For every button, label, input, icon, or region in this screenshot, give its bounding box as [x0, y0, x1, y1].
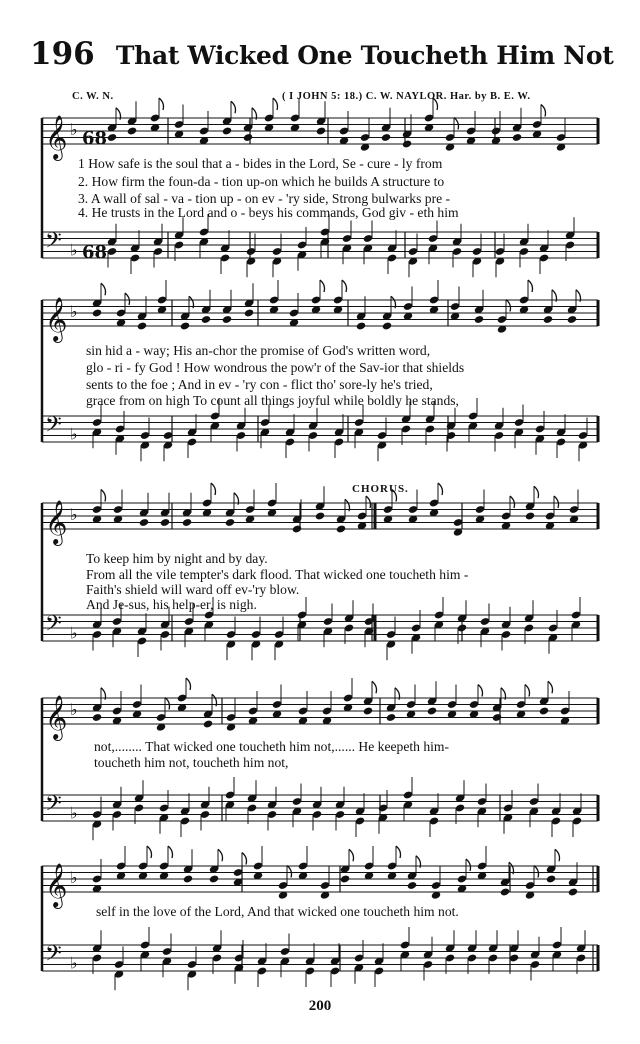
note-flag — [466, 859, 471, 871]
note-head — [492, 713, 502, 722]
note-flag — [454, 118, 459, 130]
key-signature-flat-icon: ♭ — [70, 868, 78, 887]
clef-icon: 𝄞 — [45, 115, 68, 159]
note-head — [512, 133, 522, 142]
note-head — [500, 887, 510, 896]
note-head — [180, 321, 190, 330]
note-flag — [372, 681, 377, 693]
note-flag — [349, 849, 354, 861]
note-flag — [101, 283, 106, 295]
note-flag — [125, 293, 130, 305]
note-head — [474, 315, 484, 324]
time-signature: 68 — [82, 128, 108, 149]
clef-icon: 𝄞 — [45, 297, 68, 341]
note-head — [363, 706, 373, 715]
clef-icon: 𝄞 — [45, 695, 68, 739]
chorus-label: CHORUS. — [352, 483, 409, 495]
lyric-line: To keep him by night and by day. — [86, 551, 268, 566]
note-head — [386, 713, 396, 722]
note-head — [356, 321, 366, 330]
note-head — [427, 706, 437, 715]
note-head — [525, 511, 535, 520]
key-signature-flat-icon: ♭ — [70, 120, 78, 139]
note-head — [402, 139, 412, 148]
note-flag — [554, 496, 559, 508]
clef-icon: 𝄞 — [45, 863, 68, 907]
note-flag — [218, 849, 223, 861]
key-signature-flat-icon: ♭ — [70, 700, 78, 719]
note-flag — [525, 685, 530, 697]
note-flag — [478, 685, 483, 697]
note-head — [543, 315, 553, 324]
note-head — [209, 874, 219, 883]
clef-icon: 𝄞 — [45, 500, 68, 544]
time-signature: 68 — [82, 242, 108, 263]
note-flag — [555, 849, 560, 861]
key-signature-flat-icon: ♭ — [70, 953, 78, 973]
note-head — [107, 133, 117, 142]
note-head — [316, 126, 326, 135]
note-head — [201, 315, 211, 324]
note-head — [92, 713, 102, 722]
note-head — [137, 321, 147, 330]
note-head — [381, 133, 391, 142]
note-flag — [159, 98, 164, 110]
lyric-line: And Je-sus, his help-er, is nigh. — [86, 597, 257, 612]
clef-icon: 𝄢 — [45, 941, 62, 972]
note-head — [92, 308, 102, 317]
note-head — [182, 518, 192, 527]
note-flag — [186, 678, 191, 690]
note-flag — [320, 280, 325, 292]
note-flag — [506, 300, 511, 312]
note-flag — [396, 846, 401, 858]
note-head — [139, 518, 149, 527]
credit-left: C. W. N. — [72, 91, 114, 102]
note-flag — [287, 866, 292, 878]
note-head — [292, 524, 302, 533]
page-number: 200 — [308, 998, 332, 1014]
note-flag — [101, 490, 106, 502]
note-head — [244, 308, 254, 317]
lyric-line: grace from on high To count all things joyful while boldly he stands, — [86, 393, 459, 408]
lyric-line: toucheth him not, toucheth him not, — [94, 755, 289, 770]
note-flag — [510, 496, 515, 508]
note-head — [546, 874, 556, 883]
credit-right: ( I JOHN 5: 18.) C. W. NAYLOR. Har. by B. E. W. — [282, 91, 531, 102]
note-flag — [231, 101, 236, 113]
lyric-line: sin hid a - way; His an-chor the promise of God's written word, — [86, 343, 431, 358]
key-signature-flat-icon: ♭ — [70, 803, 78, 823]
lyric-line: not,........ That wicked one toucheth him not,...... He keepeth him- — [94, 739, 449, 754]
note-head — [127, 126, 137, 135]
lyric-line: 2. How firm the foun-da - tion up-on which he builds A structure to — [78, 174, 445, 189]
note-flag — [242, 853, 247, 865]
lyric-line: From all the vile tempter's dark flood. That wicked one toucheth him - — [86, 567, 469, 582]
lyric-line: self in the love of the Lord, And that wicked one toucheth him not. — [96, 904, 459, 919]
note-flag — [342, 280, 347, 292]
hymn-title: That Wicked One Toucheth Him Not — [115, 41, 614, 70]
clef-icon: 𝄢 — [45, 791, 62, 822]
key-signature-flat-icon: ♭ — [70, 623, 78, 643]
note-flag — [366, 496, 371, 508]
note-flag — [534, 486, 539, 498]
lyric-line: Faith's shield will ward off ev-'ry blow. — [86, 582, 300, 597]
note-head — [222, 126, 232, 135]
note-head — [315, 511, 325, 520]
note-head — [222, 315, 232, 324]
key-signature-flat-icon: ♭ — [70, 302, 78, 321]
note-flag — [528, 280, 533, 292]
note-flag — [273, 98, 278, 110]
note-flag — [548, 681, 553, 693]
note-flag — [534, 866, 539, 878]
note-flag — [147, 846, 152, 858]
note-head — [382, 321, 392, 330]
lyric-line: 3. A wall of sal - va - tion up - on ev - 'ry side, Strong bulwarks pre - — [78, 191, 451, 206]
note-head — [160, 518, 170, 527]
note-head — [225, 518, 235, 527]
lyric-line: 1 How safe is the soul that a - bides in the Lord, Se - cure - ly from — [78, 156, 443, 171]
note-head — [183, 874, 193, 883]
note-flag — [438, 483, 443, 495]
note-head — [243, 133, 253, 142]
note-flag — [168, 846, 173, 858]
note-head — [407, 881, 417, 890]
note-head — [336, 524, 346, 533]
note-head — [340, 874, 350, 883]
note-head — [539, 706, 549, 715]
note-flag — [433, 98, 438, 110]
lyric-line: 4. He trusts in the Lord and o - beys his commands, God giv - eth him — [78, 205, 459, 220]
note-flag — [165, 698, 170, 710]
key-signature-flat-icon: ♭ — [70, 424, 78, 444]
key-signature-flat-icon: ♭ — [70, 505, 78, 524]
lyric-line: sents to the foe ; And in ev - 'ry con - flict tho' sore-ly he's tried, — [86, 377, 433, 392]
key-signature-flat-icon: ♭ — [70, 240, 78, 260]
note-flag — [541, 105, 546, 117]
clef-icon: 𝄢 — [45, 412, 62, 443]
note-head — [567, 315, 577, 324]
clef-icon: 𝄢 — [45, 611, 62, 642]
note-head — [568, 887, 578, 896]
clef-icon: 𝄢 — [45, 228, 62, 259]
hymn-number: 196 — [30, 36, 95, 72]
lyric-line: glo - ri - fy God ! How wondrous the pow'r of the Sav-ior that shields — [86, 360, 465, 375]
note-flag — [211, 483, 216, 495]
note-head — [203, 719, 213, 728]
